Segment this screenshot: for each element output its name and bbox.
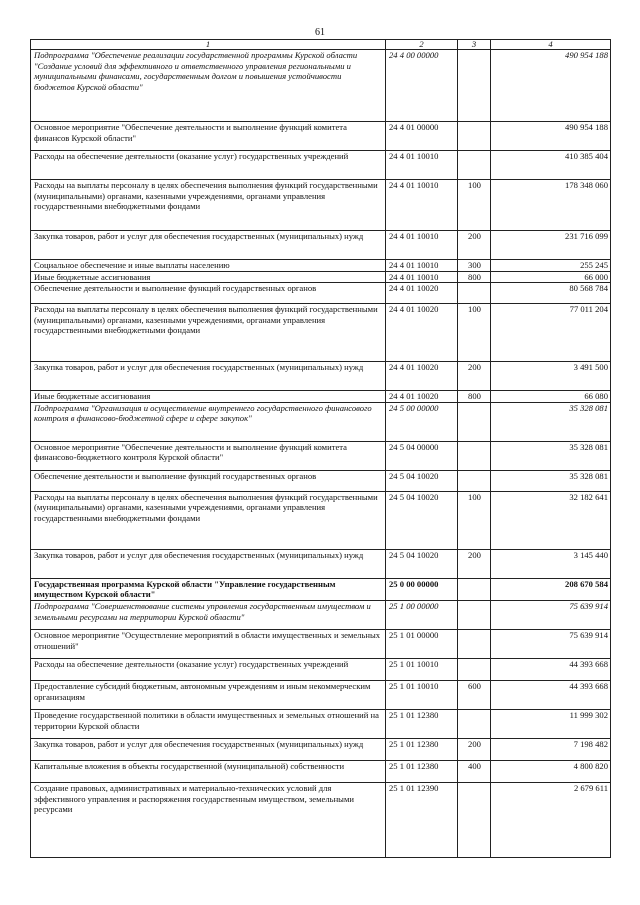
row-name: Иные бюджетные ассигнования [31, 391, 386, 403]
row-code: 24 4 01 10020 [386, 362, 458, 391]
table-row [31, 151, 611, 180]
row-expense-type [458, 578, 491, 600]
row-code: 24 4 01 10010 [386, 260, 458, 272]
row-code: 24 4 01 00000 [386, 122, 458, 151]
table-row [31, 180, 611, 231]
row-expense-type: 200 [458, 549, 491, 578]
row-name: Основное мероприятие "Осуществление мероприятий в области имущественных и земельных отношений" [31, 629, 386, 658]
table-row [31, 271, 611, 283]
row-sum: 2 679 611 [491, 782, 611, 857]
row-code: 24 4 01 10010 [386, 231, 458, 260]
row-code: 25 1 01 10010 [386, 658, 458, 680]
row-sum: 410 385 404 [491, 151, 611, 180]
row-expense-type: 200 [458, 738, 491, 760]
row-expense-type: 100 [458, 180, 491, 231]
page-number: 61 [315, 27, 325, 38]
row-sum: 208 670 584 [491, 578, 611, 600]
row-name: Подпрограмма "Обеспечение реализации государственной программы Курской области "Создание условий для эффективного и ответственного управления региональными и муниципальными финансами, государственным долгом и повышения устойчивости бюджетов Курской области" [31, 50, 386, 122]
row-expense-type: 100 [458, 491, 491, 549]
row-expense-type [458, 629, 491, 658]
table-row [31, 231, 611, 260]
row-expense-type [458, 470, 491, 491]
row-code: 24 4 01 10020 [386, 283, 458, 304]
row-expense-type [458, 709, 491, 738]
row-code: 25 1 01 10010 [386, 680, 458, 709]
row-name: Основное мероприятие "Обеспечение деятельности и выполнение функций комитета финансов Курской области" [31, 122, 386, 151]
header-col-2: 2 [386, 40, 458, 50]
row-sum: 44 393 668 [491, 680, 611, 709]
row-code: 24 4 01 10020 [386, 391, 458, 403]
table-row [31, 629, 611, 658]
row-name: Закупка товаров, работ и услуг для обеспечения государственных (муниципальных) нужд [31, 362, 386, 391]
row-code: 25 1 01 12380 [386, 709, 458, 738]
row-sum: 75 639 914 [491, 600, 611, 629]
table-row [31, 578, 611, 600]
header-col-1: 1 [31, 40, 386, 50]
row-code: 24 4 01 10010 [386, 151, 458, 180]
table-row [31, 709, 611, 738]
table-row [31, 680, 611, 709]
row-sum: 231 716 099 [491, 231, 611, 260]
row-code: 24 5 04 10020 [386, 491, 458, 549]
row-sum: 35 328 081 [491, 402, 611, 441]
row-sum: 35 328 081 [491, 470, 611, 491]
row-name: Закупка товаров, работ и услуг для обеспечения государственных (муниципальных) нужд [31, 231, 386, 260]
header-col-4: 4 [491, 40, 611, 50]
budget-table [30, 39, 611, 858]
row-name: Предоставление субсидий бюджетным, автономным учреждениям и иным некоммерческим организациям [31, 680, 386, 709]
row-name: Расходы на обеспечение деятельности (оказание услуг) государственных учреждений [31, 658, 386, 680]
row-expense-type: 800 [458, 391, 491, 403]
row-expense-type: 200 [458, 231, 491, 260]
row-name: Расходы на выплаты персоналу в целях обеспечения выполнения функций государственными (муниципальными) органами, казенными учреждениями, органами управления государственными внебюджетными фондами [31, 304, 386, 362]
row-expense-type [458, 402, 491, 441]
row-sum: 490 954 188 [491, 50, 611, 122]
row-name: Создание правовых, административных и материально-технических условий для эффективного управления и распоряжения государственным имуществом, земельными ресурсами [31, 782, 386, 857]
row-code: 25 1 00 00000 [386, 600, 458, 629]
table-row [31, 304, 611, 362]
row-sum: 77 011 204 [491, 304, 611, 362]
row-name: Иные бюджетные ассигнования [31, 271, 386, 283]
row-code: 24 4 00 00000 [386, 50, 458, 122]
row-code: 24 5 04 10020 [386, 549, 458, 578]
row-sum: 490 954 188 [491, 122, 611, 151]
table-row [31, 600, 611, 629]
table-row [31, 402, 611, 441]
table-row [31, 738, 611, 760]
row-expense-type [458, 122, 491, 151]
row-expense-type: 600 [458, 680, 491, 709]
row-name: Подпрограмма "Организация и осуществление внутреннего государственного финансового контроля в финансово-бюджетной сфере и сфере закупок" [31, 402, 386, 441]
row-code: 25 1 01 12390 [386, 782, 458, 857]
table-row [31, 549, 611, 578]
row-code: 24 4 01 10010 [386, 180, 458, 231]
table-row [31, 362, 611, 391]
table-row [31, 283, 611, 304]
row-sum: 66 000 [491, 271, 611, 283]
row-expense-type [458, 283, 491, 304]
table-row [31, 122, 611, 151]
row-code: 25 1 01 12380 [386, 738, 458, 760]
table-row [31, 441, 611, 470]
table-row [31, 260, 611, 272]
row-expense-type [458, 658, 491, 680]
row-name: Расходы на выплаты персоналу в целях обеспечения выполнения функций государственными (муниципальными) органами, казенными учреждениями, органами управления государственными внебюджетными фондами [31, 491, 386, 549]
row-name: Расходы на обеспечение деятельности (оказание услуг) государственных учреждений [31, 151, 386, 180]
row-sum: 178 348 060 [491, 180, 611, 231]
row-expense-type: 200 [458, 362, 491, 391]
header-col-3: 3 [458, 40, 491, 50]
row-name: Обеспечение деятельности и выполнение функций государственных органов [31, 283, 386, 304]
row-expense-type [458, 151, 491, 180]
row-sum: 32 182 641 [491, 491, 611, 549]
row-sum: 35 328 081 [491, 441, 611, 470]
row-code: 24 4 01 10020 [386, 304, 458, 362]
row-code: 25 0 00 00000 [386, 578, 458, 600]
row-expense-type: 100 [458, 304, 491, 362]
table-header-row [31, 40, 611, 50]
row-name: Обеспечение деятельности и выполнение функций государственных органов [31, 470, 386, 491]
row-sum: 66 080 [491, 391, 611, 403]
table-row [31, 391, 611, 403]
table-row [31, 760, 611, 782]
row-expense-type [458, 50, 491, 122]
table-row [31, 782, 611, 857]
row-code: 25 1 01 12380 [386, 760, 458, 782]
row-expense-type [458, 782, 491, 857]
row-sum: 3 491 500 [491, 362, 611, 391]
row-code: 25 1 01 00000 [386, 629, 458, 658]
row-code: 24 5 00 00000 [386, 402, 458, 441]
row-code: 24 5 04 00000 [386, 441, 458, 470]
row-sum: 4 800 820 [491, 760, 611, 782]
row-name: Подпрограмма "Совершенствование системы управления государственным имуществом и земельными ресурсами на территории Курской области" [31, 600, 386, 629]
row-expense-type [458, 600, 491, 629]
row-expense-type: 400 [458, 760, 491, 782]
row-sum: 3 145 440 [491, 549, 611, 578]
table-row [31, 491, 611, 549]
row-name: Капитальные вложения в объекты государственной (муниципальной) собственности [31, 760, 386, 782]
row-sum: 44 393 668 [491, 658, 611, 680]
row-sum: 255 245 [491, 260, 611, 272]
row-name: Государственная программа Курской области "Управление государственным имуществом Курской области" [31, 578, 386, 600]
row-name: Расходы на выплаты персоналу в целях обеспечения выполнения функций государственными (муниципальными) органами, казенными учреждениями, органами управления государственными внебюджетными фондами [31, 180, 386, 231]
table-row [31, 658, 611, 680]
row-name: Социальное обеспечение и иные выплаты населению [31, 260, 386, 272]
row-sum: 80 568 784 [491, 283, 611, 304]
row-expense-type [458, 441, 491, 470]
row-sum: 7 198 482 [491, 738, 611, 760]
row-code: 24 5 04 10020 [386, 470, 458, 491]
row-name: Закупка товаров, работ и услуг для обеспечения государственных (муниципальных) нужд [31, 549, 386, 578]
row-expense-type: 300 [458, 260, 491, 272]
row-name: Проведение государственной политики в области имущественных и земельных отношений на территории Курской области [31, 709, 386, 738]
row-name: Закупка товаров, работ и услуг для обеспечения государственных (муниципальных) нужд [31, 738, 386, 760]
table-row [31, 50, 611, 122]
table-row [31, 470, 611, 491]
row-sum: 11 999 302 [491, 709, 611, 738]
row-name: Основное мероприятие "Обеспечение деятельности и выполнение функций комитета финансово-бюджетного контроля Курской области" [31, 441, 386, 470]
row-code: 24 4 01 10010 [386, 271, 458, 283]
row-expense-type: 800 [458, 271, 491, 283]
row-sum: 75 639 914 [491, 629, 611, 658]
